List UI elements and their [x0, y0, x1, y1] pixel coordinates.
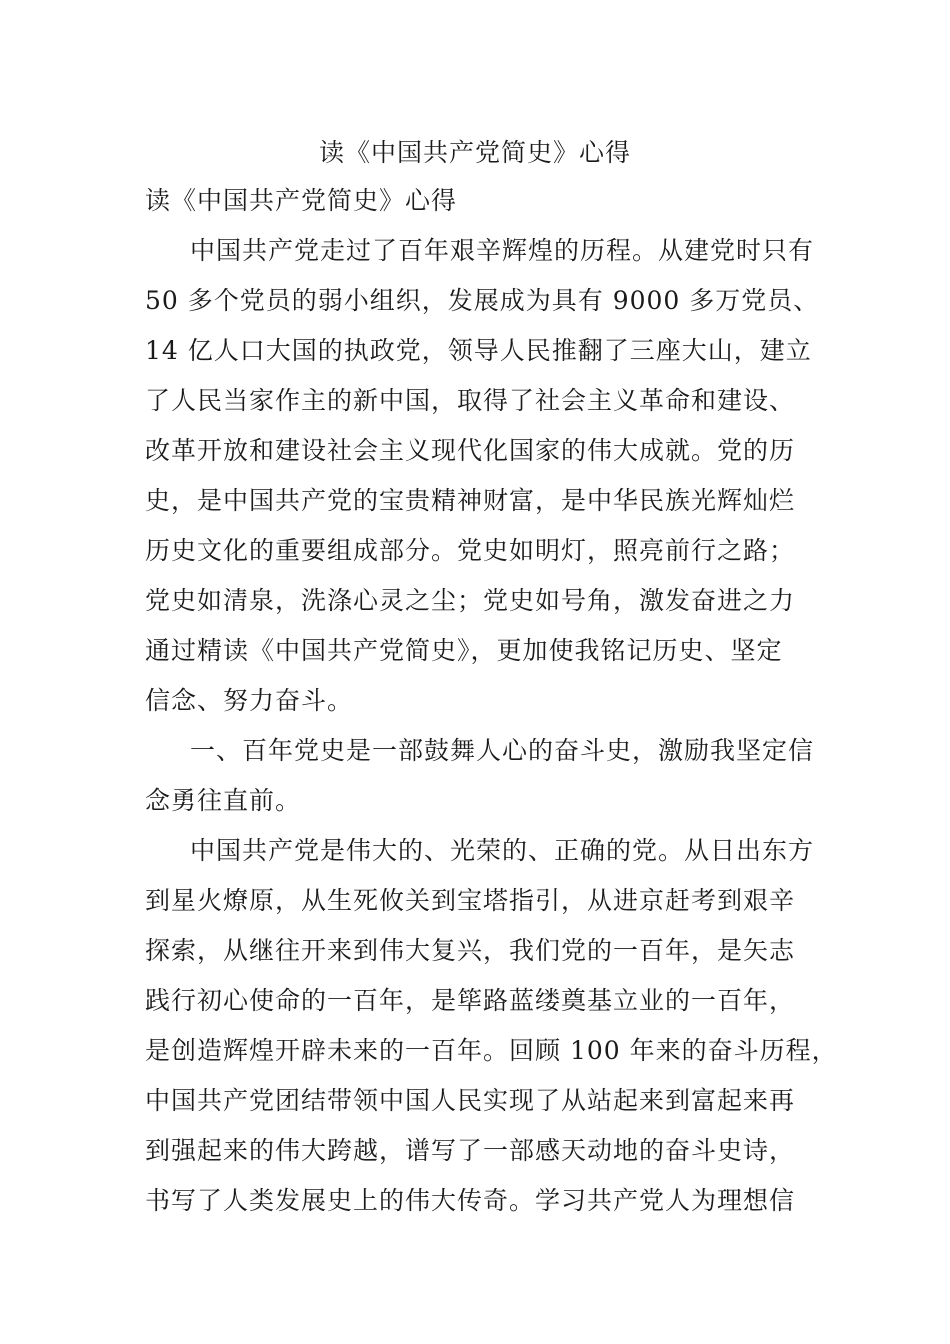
paragraph-line: 探索，从继往开来到伟大复兴，我们党的一百年，是矢志: [145, 936, 796, 965]
document-title: 读《中国共产党简史》心得: [318, 138, 631, 167]
paragraph-line: 改革开放和建设社会主义现代化国家的伟大成就。党的历: [145, 436, 796, 465]
paragraph-line: 中国共产党团结带领中国人民实现了从站起来到富起来再: [145, 1086, 796, 1115]
paragraph-line: 党史如清泉，洗涤心灵之尘；党史如号角，激发奋进之力: [145, 586, 796, 615]
paragraph-line: 书写了人类发展史上的伟大传奇。学习共产党人为理想信: [145, 1186, 796, 1215]
paragraph-line: 践行初心使命的一百年，是筚路蓝缕奠基立业的一百年，: [145, 986, 796, 1015]
paragraph-line: 了人民当家作主的新中国，取得了社会主义革命和建设、: [145, 386, 796, 415]
paragraph-line: 是创造辉煌开辟未来的一百年。回顾 100 年来的奋斗历程，: [145, 1036, 838, 1065]
paragraph-line: 历史文化的重要组成部分。党史如明灯，照亮前行之路；: [145, 536, 796, 565]
paragraph-line: 中国共产党是伟大的、光荣的、正确的党。从日出东方: [190, 836, 815, 865]
paragraph-line: 史，是中国共产党的宝贵精神财富，是中华民族光辉灿烂: [145, 486, 796, 515]
paragraph-line: 14 亿人口大国的执政党，领导人民推翻了三座大山，建立: [145, 336, 812, 365]
paragraph-line: 50 多个党员的弱小组织，发展成为具有 9000 多万党员、: [145, 286, 820, 315]
paragraph-line: 通过精读《中国共产党简史》，更加使我铭记历史、坚定: [145, 636, 783, 665]
section-heading-line: 念勇往直前。: [145, 786, 302, 815]
paragraph-line: 到星火燎原，从生死攸关到宝塔指引，从进京赶考到艰辛: [145, 886, 796, 915]
document-subtitle: 读《中国共产党简史》心得: [145, 186, 458, 215]
paragraph-line: 到强起来的伟大跨越，谱写了一部感天动地的奋斗史诗，: [145, 1136, 796, 1165]
paragraph-line: 信念、努力奋斗。: [145, 686, 354, 715]
paragraph-line: 中国共产党走过了百年艰辛辉煌的历程。从建党时只有: [190, 236, 815, 265]
section-heading-line: 一、百年党史是一部鼓舞人心的奋斗史，激励我坚定信: [190, 736, 815, 765]
